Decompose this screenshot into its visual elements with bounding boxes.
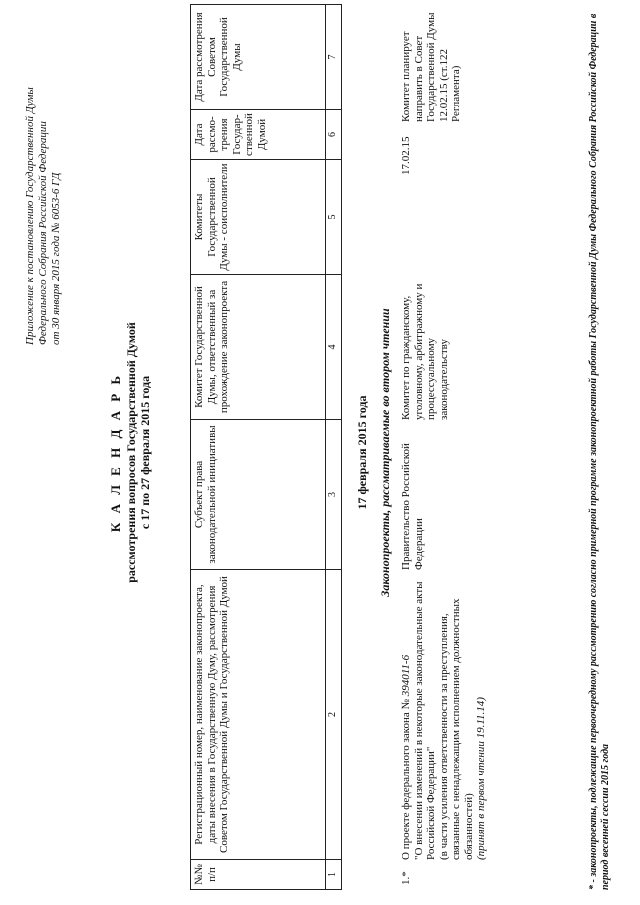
column-number: 4 (326, 275, 342, 420)
column-number: 7 (326, 5, 342, 110)
header-note-line: от 30 января 2015 года № 6053-6 ГД (50, 172, 62, 345)
document-subtitle (124, 0, 152, 905)
column-number-row (326, 5, 342, 890)
duma-review-date: 17.02.15 (400, 136, 412, 175)
column-header-duma-date: Дата рассмо- трения Государ- ственной Думой (191, 110, 326, 160)
footnote: * - законопроекты, подлежащие первоочередному рассмотрению согласно примерной программе законопроектной работы Государственной Думы Федерального Собрания Российской Федерации в период весенней сессии 2015 года (588, 13, 611, 890)
table-header-row (191, 5, 326, 890)
column-header-bill: Регистрационный номер, наименование законопроекта, даты внесения в Государственную Думу, рассмотрения Советом Государственной Думы и Государственной Думой (191, 570, 326, 860)
bill-heading (400, 570, 413, 860)
column-number: 6 (326, 110, 342, 160)
initiative-subject: Правительство Российской Федерации (400, 443, 425, 570)
bill-number: 394011-6 (400, 654, 412, 697)
bill-description (400, 570, 488, 860)
item-number: 1.* (400, 871, 412, 885)
column-number: 2 (326, 570, 342, 860)
bill-reading-status: (принят в первом чтении 19.11.14) (475, 697, 487, 860)
header-note (24, 15, 63, 345)
council-review-note: Комитет планирует направить в Совет Государственной Думы 12.02.15 (ст.122 Регламента) (400, 12, 462, 122)
column-number: 5 (326, 160, 342, 275)
header-note-line: Федерального Собрания Российской Федерации (37, 121, 49, 345)
document-title: К А Л Е Н Д А Р Ь (108, 372, 123, 533)
bill-note: (в части усиления ответственности за преступления, связанные с ненадлежащим исполнением должностных обязанностей) (437, 598, 475, 860)
column-header-number: №№ п/п (191, 860, 326, 890)
column-header-responsible-committee: Комитет Государственной Думы, ответственный за прохождение законопроекта (191, 275, 326, 420)
responsible-committee: Комитет по гражданскому, уголовному, арбитражному и процессуальному законодательству (400, 283, 450, 420)
column-number: 3 (326, 420, 342, 570)
bill-intro: О проекте федерального закона № (400, 696, 412, 860)
bill-title: "О внесении изменений в некоторые законодательные акты Российской Федерации" (412, 581, 437, 860)
column-header-subject: Субъект права законодательной инициативы (191, 420, 326, 570)
subtitle-line: рассмотрения вопросов Государственной Думой (124, 322, 138, 583)
subtitle-line: с 17 по 27 февраля 2015 года (138, 375, 152, 530)
column-header-co-committees: Комитеты Государственной Думы - соисполнители (191, 160, 326, 275)
calendar-table (190, 4, 342, 890)
column-header-council-date: Дата рассмотрения Советом Государственной Думы (191, 5, 326, 110)
date-heading: 17 февраля 2015 года (355, 395, 369, 510)
section-heading: Законопроекты, рассматриваемые во втором чтении (378, 308, 392, 597)
column-number: 1 (326, 860, 342, 890)
header-note-line: Приложение к постановлению Государственной Думы (24, 87, 36, 345)
